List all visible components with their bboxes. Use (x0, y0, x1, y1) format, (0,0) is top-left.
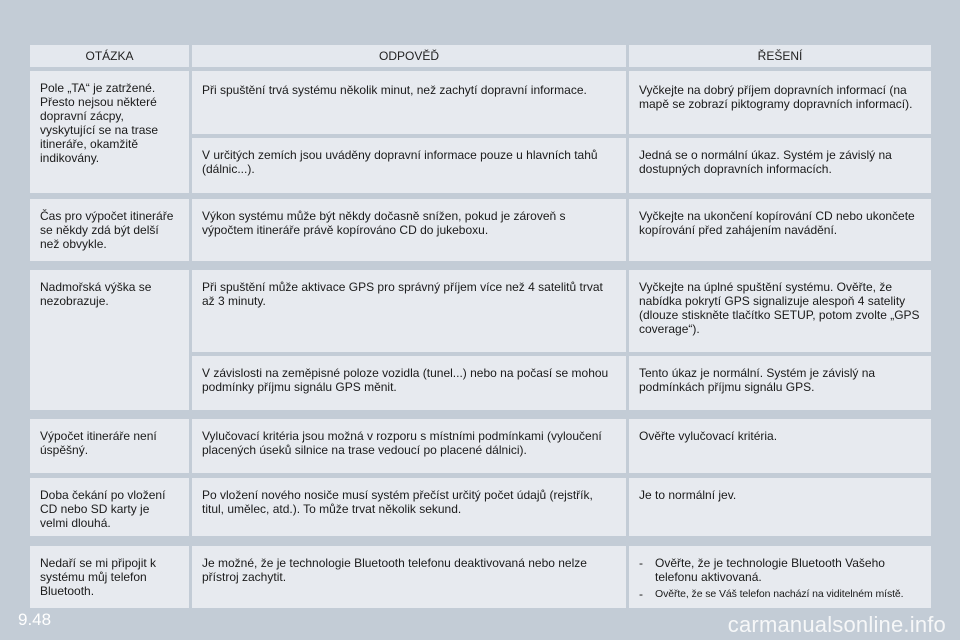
solution-cell-3a (629, 270, 931, 352)
page-number: 9.48 (18, 610, 52, 629)
answer-cell-5 (192, 478, 626, 536)
solution-cell-1b (629, 138, 931, 193)
answer-cell-3b (192, 356, 626, 410)
question-text: Pole „TA“ je zatržené. Přesto nejsou některé dopravní zácpy, vyskytující se na trase itineráře, okamžitě indikovány. (40, 81, 159, 165)
answer-text: Je možné, že je technologie Bluetooth telefonu deaktivovaná nebo nelze přístroj zachytit. (202, 556, 587, 584)
question-cell-4 (30, 419, 189, 473)
solution-text: Ověřte vylučovací kritéria. (639, 429, 778, 443)
solution-bullet-1 (639, 556, 921, 584)
answer-text: V určitých zemích jsou uváděny dopravní informace pouze u hlavních tahů (dálnic...). (202, 148, 598, 176)
solution-text: Je to normální jev. (639, 488, 737, 502)
question-text: Výpočet itineráře není úspěšný. (40, 429, 157, 457)
solution-cell-1a (629, 71, 931, 134)
header-question-label: OTÁZKA (85, 49, 134, 63)
question-text: Nedaří se mi připojit k systému můj telefon Bluetooth. (40, 556, 157, 598)
answer-cell-6 (192, 546, 626, 608)
question-cell-5 (30, 478, 189, 536)
answer-text: Při spuštění trvá systému několik minut, než zachytí dopravní informace. (202, 83, 587, 97)
answer-text: Výkon systému může být někdy dočasně snížen, pokud je zároveň s výpočtem itineráře právě kopírováno CD do jukeboxu. (202, 209, 566, 237)
solution-bullet-2 (639, 587, 921, 601)
solution-text: Tento úkaz je normální. Systém je závislý na podmínkách příjmu signálu GPS. (639, 366, 876, 394)
solution-text: Ověřte, že je technologie Bluetooth Vašeho telefonu aktivovaná. (655, 556, 885, 584)
answer-text: Po vložení nového nosiče musí systém přečíst určitý počet údajů (rejstřík, titul, umělec, atd.). To může trvat několik sekund. (202, 488, 593, 516)
answer-cell-4 (192, 419, 626, 473)
answer-cell-3a (192, 270, 626, 352)
solution-text: Jedná se o normální úkaz. Systém je závislý na dostupných dopravních informacích. (639, 148, 892, 176)
question-cell-1 (30, 71, 189, 193)
solution-cell-5 (629, 478, 931, 536)
solution-cell-6 (629, 546, 931, 608)
solution-text: Vyčkejte na ukončení kopírování CD nebo ukončete kopírování před zahájením navádění. (639, 209, 915, 237)
solution-text: Ověřte, že se Váš telefon nachází na viditelném místě. (655, 588, 904, 600)
answer-text: Při spuštění může aktivace GPS pro správný příjem více než 4 satelitů trvat až 3 minuty. (202, 280, 603, 308)
solution-cell-2 (629, 199, 931, 261)
answer-text: Vylučovací kritéria jsou možná v rozporu s místními podmínkami (vyloučení placených úseků silnice na trase vedoucí po placené dálnici). (202, 429, 602, 457)
header-solution (629, 45, 931, 67)
answer-cell-1a (192, 71, 626, 134)
solution-cell-4 (629, 419, 931, 473)
solution-text: Vyčkejte na dobrý příjem dopravních informací (na mapě se zobrazí piktogramy dopravních informací). (639, 83, 913, 111)
question-cell-2 (30, 199, 189, 261)
header-answer (192, 45, 626, 67)
question-text: Nadmořská výška se nezobrazuje. (40, 280, 152, 308)
answer-text: V závislosti na zeměpisné poloze vozidla (tunel...) nebo na počasí se mohou podmínky příjmu signálu GPS měnit. (202, 366, 609, 394)
question-cell-3 (30, 270, 189, 410)
question-cell-6 (30, 546, 189, 608)
bullet-dash: - (639, 556, 643, 570)
question-text: Doba čekání po vložení CD nebo SD karty je velmi dlouhá. (40, 488, 166, 530)
watermark: carmanualsonline.info (727, 612, 946, 637)
answer-cell-2 (192, 199, 626, 261)
solution-text: Vyčkejte na úplné spuštění systému. Ověřte, že nabídka pokrytí GPS signalizuje alespoň 4 satelity (dlouze stiskněte tlačítko SETUP, potom zvolte „GPS coverage“). (639, 280, 920, 336)
header-question (30, 45, 189, 67)
header-solution-label: ŘEŠENÍ (757, 49, 803, 63)
answer-cell-1b (192, 138, 626, 193)
solution-cell-3b (629, 356, 931, 410)
question-text: Čas pro výpočet itineráře se někdy zdá být delší než obvykle. (40, 209, 174, 251)
header-answer-label: ODPOVĚĎ (378, 49, 439, 63)
bullet-dash: - (639, 587, 643, 601)
